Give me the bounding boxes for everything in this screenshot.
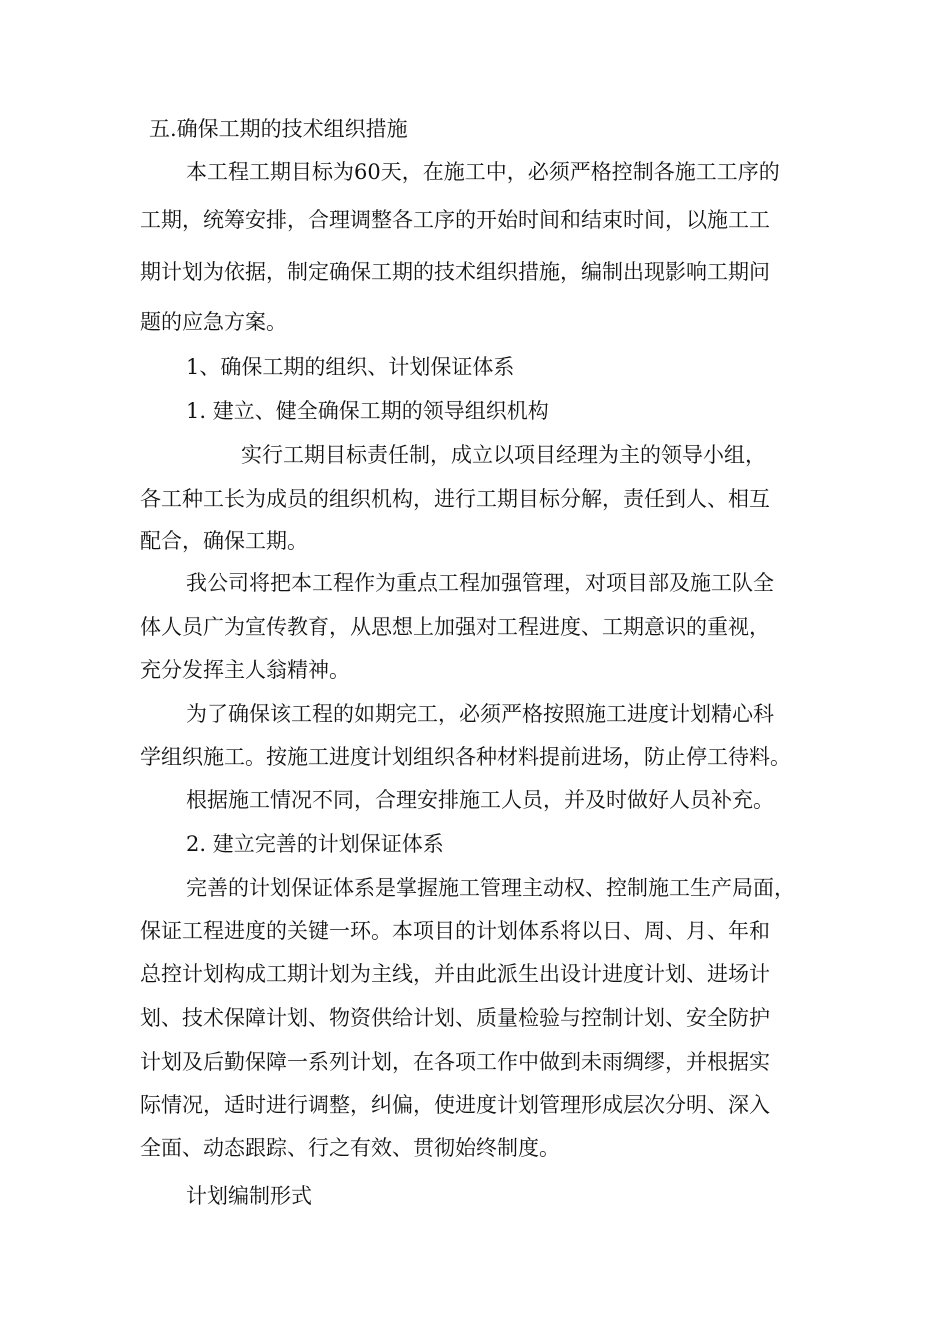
paragraph-line: 学组织施工。按施工进度计划组织各种材料提前进场，防止停工待料。 — [140, 745, 791, 769]
paragraph-line: 全面、动态跟踪、行之有效、贯彻始终制度。 — [140, 1136, 560, 1160]
section-title: 五.确保工期的技术组织措施 — [149, 117, 408, 141]
paragraph-line: 保证工程进度的关键一环。本项目的计划体系将以日、周、月、年和 — [140, 919, 770, 943]
paragraph-line: 我公司将把本工程作为重点工程加强管理，对项目部及施工队全 — [186, 571, 774, 595]
paragraph-line: 总控计划构成工期计划为主线，并由此派生出设计进度计划、进场计 — [140, 962, 770, 986]
paragraph-line: 际情况，适时进行调整，纠偏，使进度计划管理形成层次分明、深入 — [140, 1093, 770, 1117]
subsection-heading: 1、确保工期的组织、计划保证体系 — [186, 355, 515, 379]
paragraph-line: 本工程工期目标为60天，在施工中，必须严格控制各施工工序的 — [186, 160, 780, 184]
paragraph-line: 完善的计划保证体系是掌握施工管理主动权、控制施工生产局面， — [186, 876, 795, 900]
paragraph-line: 期计划为依据，制定确保工期的技术组织措施，编制出现影响工期问 — [140, 260, 770, 284]
paragraph-line: 根据施工情况不同，合理安排施工人员，并及时做好人员补充。 — [186, 788, 774, 812]
paragraph-line: 配合，确保工期。 — [140, 529, 308, 553]
paragraph-line: 为了确保该工程的如期完工，必须严格按照施工进度计划精心科 — [186, 702, 774, 726]
paragraph-line: 实行工期目标责任制，成立以项目经理为主的领导小组， — [241, 443, 766, 467]
paragraph-line: 题的应急方案。 — [140, 310, 287, 334]
paragraph-line: 各工种工长为成员的组织机构，进行工期目标分解，责任到人、相互 — [140, 487, 770, 511]
subsection-heading: 计划编制形式 — [186, 1184, 312, 1208]
subsection-heading: 1. 建立、健全确保工期的领导组织机构 — [186, 399, 549, 423]
paragraph-line: 体人员广为宣传教育，从思想上加强对工程进度、工期意识的重视， — [140, 615, 770, 639]
paragraph-line: 充分发挥主人翁精神。 — [140, 658, 350, 682]
paragraph-line: 工期，统筹安排，合理调整各工序的开始时间和结束时间，以施工工 — [140, 208, 770, 232]
paragraph-line: 计划及后勤保障一系列计划，在各项工作中做到未雨绸缪，并根据实 — [140, 1050, 770, 1074]
paragraph-line: 划、技术保障计划、物资供给计划、质量检验与控制计划、安全防护 — [140, 1006, 770, 1030]
subsection-heading: 2. 建立完善的计划保证体系 — [186, 832, 444, 856]
